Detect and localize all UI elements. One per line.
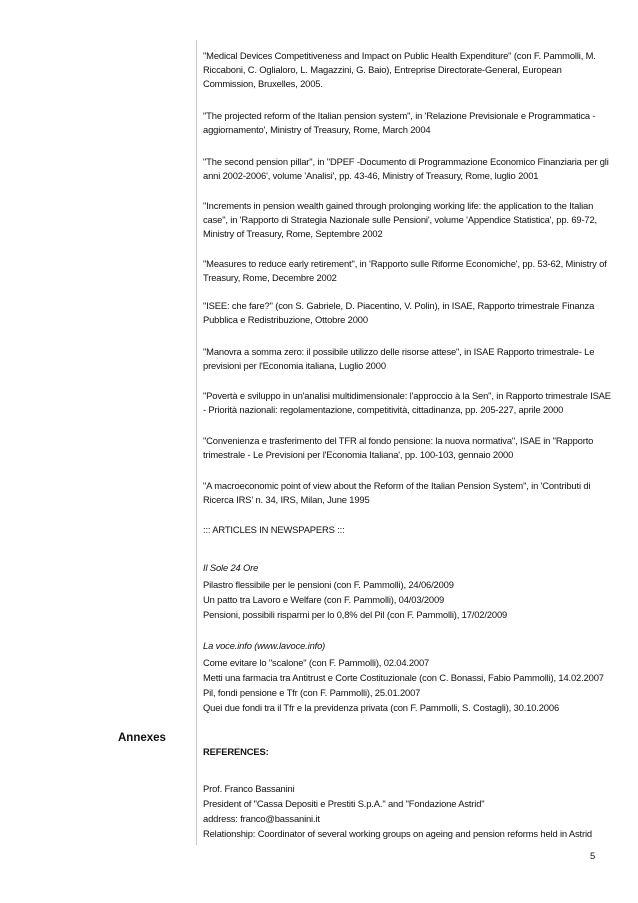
article-item: Come evitare lo "scalone" (con F. Pammolli), 02.04.2007 [203, 657, 430, 668]
publication-line: Treasury, Rome, Decembre 2002 [203, 272, 337, 283]
publication-line: anni 2002-2006', volume 'Analisi', pp. 43-46, Ministry of Treasury, Rome, luglio 2001 [203, 170, 539, 181]
article-item: Un patto tra Lavoro e Welfare (con F. Pammolli), 04/03/2009 [203, 594, 445, 605]
publication-line: "ISEE: che fare?" (con S. Gabriele, D. Piacentino, V. Polin), in ISAE, Rapporto trimestrale Finanza [203, 300, 595, 311]
publication-line: Ministry of Treasury, Rome, Septembre 2002 [203, 228, 383, 239]
publication-line: previsioni per l'Economia italiana, Luglio 2000 [203, 360, 386, 371]
reference-line: President of "Cassa Depositi e Prestiti S.p.A." and "Fondazione Astrid" [203, 798, 485, 809]
publication-line: "The projected reform of the Italian pension system", in 'Relazione Previsionale e Programmatica - [203, 110, 596, 121]
newspapers-heading: ::: ARTICLES IN NEWSPAPERS ::: [203, 524, 345, 535]
publication-line: "A macroeconomic point of view about the Reform of the Italian Pension System", in 'Contributi di [203, 480, 591, 491]
publication-line: "Povertà e sviluppo in un'analisi multidimensionale: l'approccio à la Sen", in Rapporto trimestrale ISAE [203, 390, 611, 401]
article-item: Quei due fondi tra il Tfr e la previdenza privata (con F. Pammolli, S. Costagli), 30.10.2006 [203, 702, 560, 713]
reference-line: Relationship: Coordinator of several working groups on ageing and pension reforms held in Astrid [203, 828, 592, 839]
reference-line: Prof. Franco Bassanini [203, 783, 295, 794]
newspaper-name: La voce.info (www.lavoce.info) [203, 640, 326, 651]
publication-line: "Measures to reduce early retirement", in 'Rapporto sulle Riforme Economiche', pp. 53-62, Ministry of [203, 258, 607, 269]
page-number: 5 [590, 850, 596, 861]
references-heading: REFERENCES: [203, 746, 269, 757]
article-item: Metti una farmacia tra Antitrust e Corte Costituzionale (con C. Bonassi, Fabio Pammolli), 14.02.2007 [203, 672, 604, 683]
article-item: Pil, fondi pensione e Tfr (con F. Pammolli), 25.01.2007 [203, 687, 421, 698]
publication-line: "Medical Devices Competitiveness and Impact on Public Health Expenditure" (con F. Pammolli, M. [203, 50, 596, 61]
annexes-section-label: Annexes [118, 732, 166, 744]
publication-line: Commission, Bruxelles, 2005. [203, 78, 323, 89]
publication-line: Riccaboni, C. Oglialoro, L. Magazzini, G. Baio), Entreprise Directorate-General, European [203, 64, 562, 75]
publication-line: Ricerca IRS' n. 34, IRS, Milan, June 1995 [203, 494, 370, 505]
publication-line: Pubblica e Redistribuzione, Ottobre 2000 [203, 314, 368, 325]
publication-line: trimestrale - Le Previsioni per l'Economia Italiana', pp. 100-103, gennaio 2000 [203, 449, 514, 460]
publication-line: - Priorità nazionali: regolamentazione, competitività, cittadinanza, pp. 205-227, aprile 2000 [203, 404, 564, 415]
publication-line: "Manovra a somma zero: il possibile utilizzo delle risorse attese", in ISAE Rapporto trimestrale- Le [203, 346, 595, 357]
publication-line: case", in 'Rapporto di Strategia Nazionale sulle Pensioni', volume 'Appendice Statistica', pp. 69-72, [203, 214, 598, 225]
newspaper-name: Il Sole 24 Ore [203, 562, 259, 573]
article-item: Pilastro flessibile per le pensioni (con F. Pammolli), 24/06/2009 [203, 579, 454, 590]
article-item: Pensioni, possibili risparmi per lo 0,8% del Pil (con F. Pammolli), 17/02/2009 [203, 609, 508, 620]
publication-line: "Convenienza e trasferimento del TFR al fondo pensione: la nuova normativa", ISAE in "Rapporto [203, 435, 594, 446]
publication-line: aggiornamento', Ministry of Treasury, Rome, March 2004 [203, 124, 431, 135]
publication-line: "Increments in pension wealth gained through prolonging working life: the application to the Italian [203, 200, 594, 211]
column-divider [196, 40, 197, 845]
reference-line: address: franco@bassanini.it [203, 813, 320, 824]
publication-line: "The second pension pillar", in "DPEF -Documento di Programmazione Economico Finanziaria per gli [203, 156, 609, 167]
